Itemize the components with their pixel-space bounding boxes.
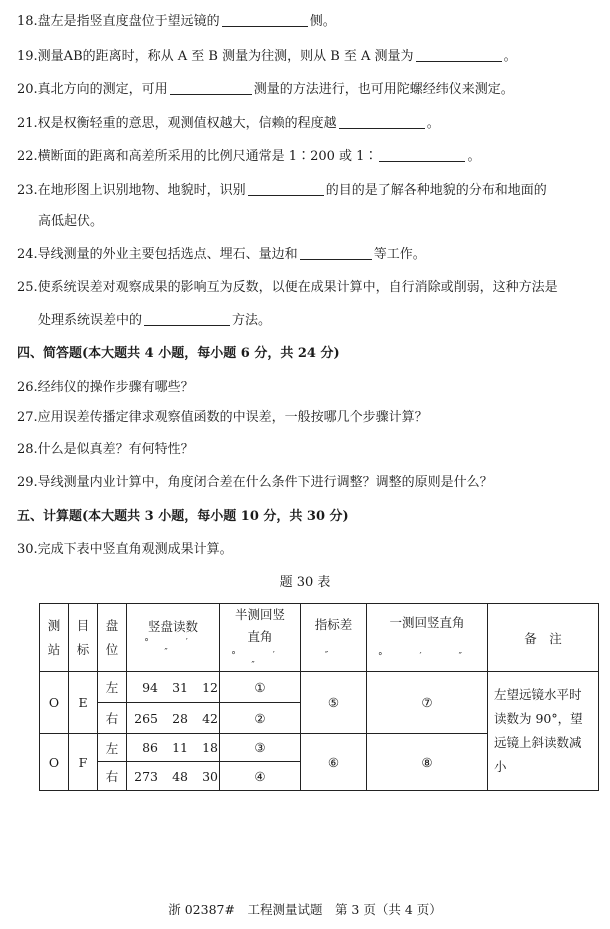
answer-blank[interactable] (248, 182, 324, 196)
header-full-angle-label: 一测回竖直角 (389, 615, 465, 630)
header-target-label: 目标 (76, 617, 90, 657)
q21-text: 21.权是权衡轻重的意思，观测值权越大，信赖的程度越 (17, 116, 337, 131)
cell-full-angle[interactable]: ⑧ (367, 734, 488, 791)
reading-deg: 265 (134, 710, 158, 726)
answer-blank[interactable] (416, 48, 502, 62)
q30: 30.完成下表中竖直角观测成果计算。 (17, 542, 233, 557)
section-4-title: 四、简答题(本大题共 4 小题，每小题 6 分，共 24 分) (17, 346, 340, 361)
q21-tail: 。 (426, 116, 440, 131)
reading-min: 28 (172, 710, 188, 726)
cell-reading (127, 672, 220, 703)
q24-tail: 等工作。 (373, 247, 426, 262)
q20 (17, 78, 514, 97)
header-reading-units: ° ′ ″ (144, 638, 225, 658)
cell-half-angle[interactable]: ④ (220, 762, 301, 791)
q25-cont (38, 309, 271, 328)
q28: 28.什么是似真差？有何特性？ (17, 442, 194, 457)
header-full-angle-units: ° ′ ″ (378, 652, 476, 662)
header-full-angle (367, 604, 488, 672)
cell-index-error[interactable]: ⑥ (301, 734, 367, 791)
reading-deg: 86 (142, 740, 158, 755)
header-half-angle (220, 604, 312, 672)
q19 (17, 45, 517, 64)
cell-position: 右 (98, 703, 127, 734)
q20-tail: 测量的方法进行，也可用陀螺经纬仪来测定。 (253, 82, 514, 97)
cell-reading (127, 703, 220, 734)
answer-blank[interactable] (144, 312, 230, 326)
header-half-angle-units: ° ′ ″ (231, 651, 312, 671)
cell-reading (127, 762, 220, 791)
q24-text: 24.导线测量的外业主要包括选点、埋石、量边和 (17, 247, 298, 262)
cell-station: O (40, 672, 69, 734)
reading-min: 31 (172, 679, 188, 695)
header-station-label: 测站 (47, 617, 61, 657)
q29: 29.导线测量内业计算中，角度闭合差在什么条件下进行调整？调整的原则是什么？ (17, 475, 493, 490)
cell-position: 左 (98, 734, 127, 762)
q19-tail: 。 (503, 49, 517, 64)
q18-text: 18.盘左是指竖直度盘位于望远镜的 (17, 14, 220, 29)
q20-text: 20.真北方向的测定，可用 (17, 82, 168, 97)
q18-tail: 侧。 (309, 14, 336, 29)
reading-sec: 42 (202, 710, 218, 726)
q23-text: 23.在地形图上识别地物、地貌时，识别 (17, 183, 246, 198)
header-index-error (301, 604, 367, 672)
q22-text: 22.横断面的距离和高差所采用的比例尺通常是 1∶200 或 1∶ (17, 149, 378, 164)
page-footer: 浙 02387# 工程测量试题 第 3 页（共 4 页） (168, 902, 442, 917)
vertical-angle-table (39, 603, 599, 791)
q19-text: 19.测量AB的距离时，称从 A 至 B 测量为往测，则从 B 至 A 测量为 (17, 49, 414, 64)
q25 (17, 276, 558, 295)
answer-blank[interactable] (339, 115, 425, 129)
q23-cont (38, 210, 103, 229)
reading-deg: 273 (134, 768, 158, 784)
header-index-error-label: 指标差 (314, 616, 353, 632)
q22 (17, 145, 480, 164)
header-half-angle-label: 半测回竖直角 (234, 607, 285, 644)
reading-sec: 30 (202, 768, 218, 784)
q22-tail: 。 (467, 149, 481, 164)
answer-blank[interactable] (379, 148, 465, 162)
header-remark: 备 注 (488, 604, 599, 672)
header-position-label: 盘位 (105, 617, 119, 657)
reading-min: 48 (172, 768, 188, 784)
header-station (40, 604, 69, 672)
reading-deg: 94 (142, 679, 158, 695)
answer-blank[interactable] (170, 81, 252, 95)
cell-station: O (40, 734, 69, 791)
q25-cont-text: 处理系统误差中的 (38, 313, 143, 328)
cell-reading (127, 734, 220, 762)
header-reading-label: 竖盘读数 (147, 619, 198, 634)
header-position (98, 604, 127, 672)
cell-position: 右 (98, 762, 127, 791)
q25-text: 25.使系统误差对观察成果的影响互为反数，以便在成果计算中，自行消除或削弱，这种方法是 (17, 280, 558, 295)
q27: 27.应用误差传播定律求观察值函数的中误差，一般按哪几个步骤计算？ (17, 410, 428, 425)
cell-position: 左 (98, 672, 127, 703)
cell-half-angle[interactable]: ② (220, 703, 301, 734)
table-caption: 题 30 表 (279, 575, 331, 590)
cell-index-error[interactable]: ⑤ (301, 672, 367, 734)
cell-full-angle[interactable]: ⑦ (367, 672, 488, 734)
q23-tail: 的目的是了解各种地貌的分布和地面的 (325, 183, 547, 198)
remark-text: 左望远镜水平时读数为 90°，望远镜上斜读数减小 (494, 687, 583, 774)
q23 (17, 179, 547, 198)
q21 (17, 112, 440, 131)
cell-remark (488, 672, 599, 791)
reading-min: 11 (172, 740, 188, 755)
answer-blank[interactable] (222, 13, 308, 27)
header-index-error-units: ″ (324, 650, 343, 661)
section-5-title: 五、计算题(本大题共 3 小题，每小题 10 分，共 30 分) (17, 509, 349, 524)
q18 (17, 10, 336, 29)
cell-target: E (69, 672, 98, 734)
reading-sec: 12 (202, 679, 218, 695)
q24 (17, 243, 426, 262)
cell-half-angle[interactable]: ③ (220, 734, 301, 762)
header-target (69, 604, 98, 672)
cell-half-angle[interactable]: ① (220, 672, 301, 703)
q25-tail: 方法。 (232, 313, 272, 328)
answer-blank[interactable] (300, 246, 372, 260)
q26: 26.经纬仪的操作步骤有哪些？ (17, 380, 194, 395)
reading-sec: 18 (202, 740, 218, 755)
cell-target: F (69, 734, 98, 791)
q23-cont-text: 高低起伏。 (38, 214, 104, 229)
header-reading (127, 604, 225, 672)
